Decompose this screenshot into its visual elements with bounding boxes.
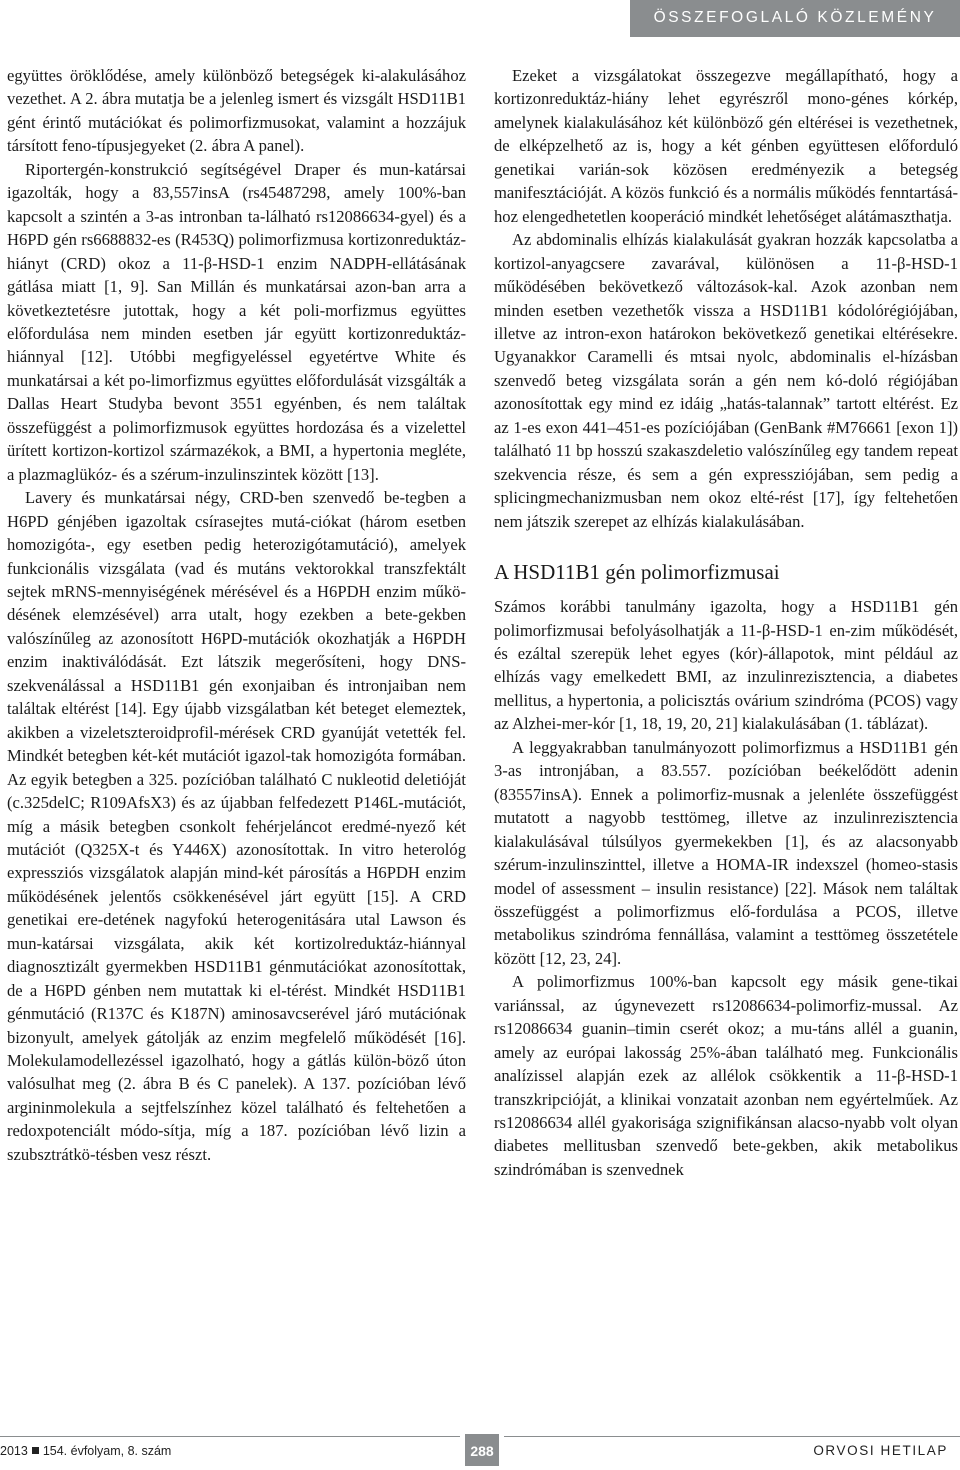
page-number: 288 xyxy=(465,1434,499,1466)
left-column xyxy=(7,64,466,1166)
paragraph: Számos korábbi tanulmány igazolta, hogy a HSD11B1 gén polimorfizmusai befolyásolhatják a 11-β-HSD-1 en-zim működését, és ezáltal szerepük lehet egyes (kór)-állapotok, mint például az elhízás vagy emelkedett BMI, az inzulinrezisztencia, a diabetes mellitus, a hypertonia, a policisztás ovárium szindróma (PCOS) vagy az Alzhei-mer-kór [1, 18, 19, 20, 21] kialakulásában (1. táblázat). xyxy=(494,597,958,734)
right-column xyxy=(494,64,958,1181)
square-bullet-icon xyxy=(32,1447,39,1454)
journal-name: ORVOSI HETILAP xyxy=(813,1443,948,1458)
paragraph: A leggyakrabban tanulmányozott polimorfizmus a HSD11B1 gén 3-as intronjában, a 83.557. pozícióban beékelődött adenin (83557insA). Ennek a polimorfiz-musnak a jelenléte összefüggést mutatott a nagyobb testtömeg, illetve az inzulinrezisztencia kialakulásával túlsúlyos gyermekekben [1], és az alacsonyabb szérum-inzulinszinttel, illetve a HOMA-IR indexszel (homeo-stasis model of assessment – insulin resistance) [22]. Mások nem találtak összefüggést a polimorfizmus elő-fordulása a PCOS, illetve metabolikus szindróma fennállása, valamint a testtömeg összetétele között [12, 23, 24]. xyxy=(494,737,958,968)
issue-info xyxy=(0,1444,171,1458)
paragraph: Lavery és munkatársai négy, CRD-ben szenvedő be-tegben a H6PD génjében igazoltak csírasejtes mutá-ciókat (három esetben homozigóta-, egy esetben pedig heterozigótamutáció), amelyek funkcionális vizsgálata (vad és mutáns vektorokkal transzfektált sejtek mRNS-mennyiségének mérésével és a H6PDH enzim műkö-désének elemzésével) arra utalt, hogy ezekben a bete-gekben valószínűleg az azonosított H6PD-mutációk okozhatják a H6PDH enzim inaktiválódását. Ezt látszik megerősíteni, hogy DNS-szekvenálással a HSD11B1 gén exonjaiban és intronjaiban nem találtak eltérést [14]. Egy újabb vizsgálatban két beteget elemeztek, akikben a vizeletszteroidprofil-mérések CRD gyanúját vetették fel. Mindkét betegben két-két mutációt igazol-tak homozigóta formában. Az egyik betegben a 325. pozícióban található C nukleotid deletióját (c.325delC; R109AfsX3) és az újabban felfedezett P146L-mutációt, míg a másik betegben csonkolt fehérjeláncot eredmé-nyező két mutációt (Q325X-t és Y446X) azonosítottak. In vitro heterológ expressziós vizsgálatok alapján mind-két párosítás a H6PDH enzim működésének jelentős csökkenésével járt együtt [15]. A CRD genetikai ere-detének nagyfokú heterogenitására utal Lawson és mun-katársai vizsgálata, akik két kortizolreduktáz-hiánnyal diagnosztizált gyermekben HSD11B1 génmutációkat azonosítottak, de a H6PD génben nem mutattak ki el-térést. Mindkét HSD11B1 génmutáció (R137C és K187N) aminosavcserével járó mutációnak bizonyult, amelyek gátolják az enzim megfelelő működését [16]. Molekulamodellezéssel igazolható, hogy a gátlás külön-böző úton valósulhat meg (2. ábra B és C panelek). A 137. pozícióban lévő argininmolekula a sejtfelszínhez közel található és feltehetően a redoxpotenciált módo-sítja, míg a 187. pozícióban lévő lizin a szubsztrátkö-tésben vesz részt. xyxy=(7,488,466,1164)
paragraph: Riportergén-konstrukció segítségével Draper és mun-katársai igazolták, hogy a 83,557insA (rs45487298, amely 100%-ban kapcsolt a szintén a 3-as intronban ta-lálható rs12086634-gyel) és a H6PD gén rs6688832-es (R453Q) polimorfizmusa kortizonreduktáz-hiányt (CRD) okoz a 11-β-HSD-1 enzim NADPH-ellátásának gátlása miatt [1, 9]. San Millán és munkatársai azon-ban arra a következtetésre jutottak, hogy a két poli-morfizmus együttes előfordulása nem minden esetben jár együtt kortizonreduktáz-hiánnyal [12]. Utóbbi megfigyeléssel egyetértve White és munkatársai a két po-limorfizmus együttes előfordulását vizsgálták a Dallas Heart Studyba bevont 3551 egyénben, és nem találtak összefüggést a polimorfizmusok együttes hordozása és a vizelettel ürített kortizon-kortizol származékok, a BMI, a hypertonia megléte, a plazmaglükóz- és a szérum-inzulinszintek között [13]. xyxy=(7,159,466,484)
section-heading: A HSD11B1 gén polimorfizmusai xyxy=(494,560,780,585)
footer-rule-right xyxy=(504,1436,960,1437)
volume-issue: 154. évfolyam, 8. szám xyxy=(42,1444,172,1458)
footer-rule-left xyxy=(0,1436,460,1437)
year: 2013 xyxy=(0,1444,28,1458)
page-footer xyxy=(0,1436,960,1466)
paragraph: együttes öröklődése, amely különböző betegségek ki-alakulásához vezethet. A 2. ábra mutatja be a jelenleg ismert és vizsgált HSD11B1 gént érintő mutációkat és polimorfizmusokat, valamint a hozzájuk társított feno-típusjegyeket (2. ábra A panel). xyxy=(7,66,466,156)
section-title: ÖSSZEFOGLALÓ KÖZLEMÉNY xyxy=(653,9,937,26)
paragraph: Az abdominalis elhízás kialakulását gyakran hozzák kapcsolatba a kortizol-anyagcsere zavarával, különösen a 11-β-HSD-1 működésében bekövetkező változások-kal. Azok azonban nem minden esetben vezethetők vissza a HSD11B1 kódolórégiójában, illetve az intron-exon határokon bekövetkező genetikai eltérésekre. Ugyanakkor Caramelli és mtsai nyolc, abdominalis el-hízásban szenvedő beteg vizsgálata során a gén nem kó-doló régiójában azonosítottak egy mind ez idáig „hatás-talannak” tartott eltérést. Ez az 1-es exon 441–451-es pozíciójában (GenBank #M76661 [exon 1]) található 11 bp hosszú szakaszdeletio valószínűleg egy tandem repeat szekvencia része, és sem a gén expressziójában, sem pedig a splicingmechanizmusban nem okoz elté-rést [17], így feltehetően nem játszik szerepet az elhízás kialakulásában. xyxy=(494,230,958,531)
paragraph: A polimorfizmus 100%-ban kapcsolt egy másik gene-tikai variánssal, az úgynevezett rs12086634-polimorfiz-mussal. Az rs12086634 guanin–timin cserét okoz; a mu-táns allél a guanin, amely az európai lakosság 25%-ában található meg. Funkcionális analízissel alapján ezek az allélok csökkentik a 11-β-HSD-1 transzkripcióját, a klinikai vonzatait azonban nem egyértelműek. Az rs12086634 allél gyakorisága szignifikánsan alacso-nyabb volt olyan diabetes mellitusban szenvedő bete-gekben, akik metabolikus szindrómában is szenvednek xyxy=(494,972,958,1179)
section-header xyxy=(630,0,960,37)
paragraph: Ezeket a vizsgálatokat összegezve megállapítható, hogy a kortizonreduktáz-hiány lehet egyrészről mono-génes kórkép, amelynek kialakulásához két különböző gén eltérései is vezethetnek, de elképzelhető az is, hogy a két génben együttesen előforduló genetikai varián-sok közösen eredményezik a betegség manifesztációját. A közös funkció és a normális működés fenntartásá-hoz elengedhetetlen kooperáció mindkét lehetőséget alátámaszthatja. xyxy=(494,66,958,226)
